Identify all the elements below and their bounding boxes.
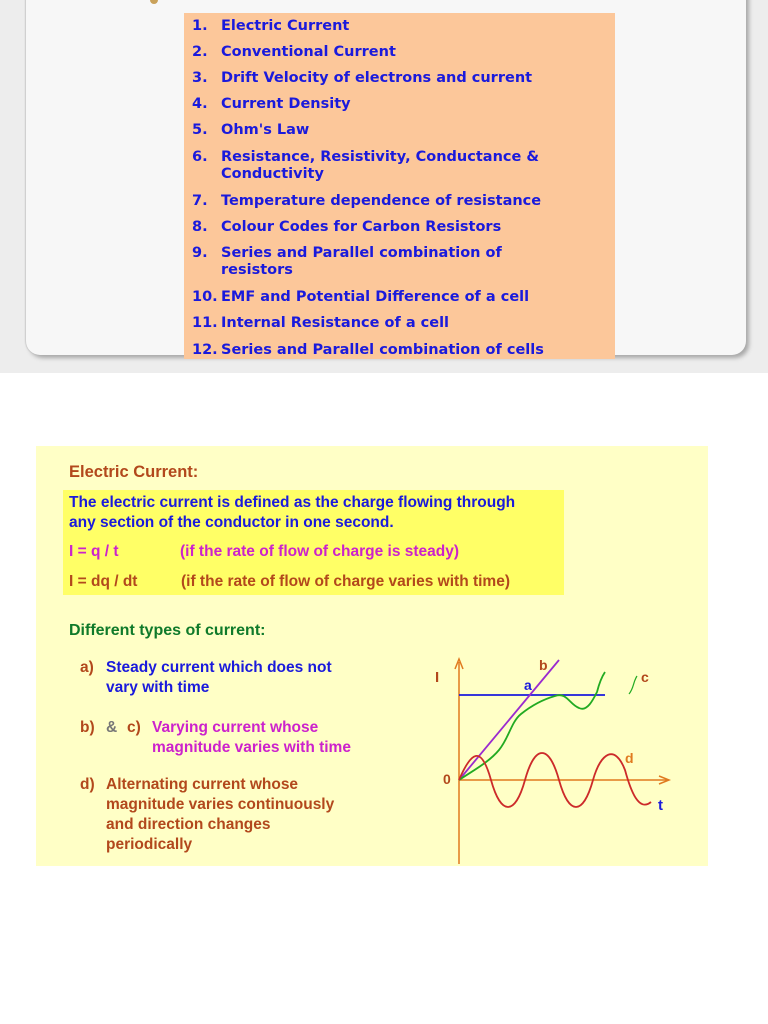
current-types-graph — [429, 652, 679, 867]
toc-item — [192, 122, 592, 139]
type-bc-text: Varying current whose — [152, 719, 319, 736]
toc-item-text: Colour Codes for Carbon Resistors — [221, 219, 502, 235]
toc-item-text: Series and Parallel combination of cells — [221, 342, 544, 358]
toc-item-text: Internal Resistance of a cell — [221, 315, 450, 331]
curve-b-label: b — [539, 657, 548, 673]
x-axis-label: t — [658, 797, 663, 814]
ampersand: & — [106, 719, 118, 736]
curve-d-label: d — [625, 750, 634, 766]
curve-b-linear — [459, 660, 559, 780]
toc-item-number: 8. — [192, 219, 208, 235]
toc-item-text: Resistance, Resistivity, Conductance & — [221, 149, 540, 165]
toc-item-number: 2. — [192, 44, 208, 60]
type-c-label: c) — [127, 719, 141, 736]
toc-item — [192, 96, 592, 113]
type-a-text: vary with time — [106, 679, 210, 696]
toc-item-number: 10. — [192, 289, 218, 305]
y-axis-label: I — [435, 669, 440, 686]
toc-item — [192, 18, 592, 35]
toc-item — [192, 149, 592, 183]
type-d-label: d) — [80, 776, 95, 793]
toc-item — [192, 70, 592, 87]
toc-item — [192, 245, 592, 279]
slide-1 — [0, 0, 768, 373]
slide-2 — [36, 446, 708, 866]
definition-line: any section of the conductor in one second. — [69, 514, 394, 531]
toc-item-number: 3. — [192, 70, 208, 86]
table-of-contents — [184, 13, 615, 359]
definition-box — [63, 490, 564, 595]
type-b-label: b) — [80, 719, 95, 736]
type-a-text: Steady current which does not — [106, 659, 332, 676]
toc-item-text: EMF and Potential Difference of a cell — [221, 289, 530, 305]
toc-item-number: 5. — [192, 122, 208, 138]
toc-item-number: 12. — [192, 342, 218, 358]
curve-c-varying — [459, 672, 605, 780]
toc-item — [192, 315, 592, 332]
toc-item-text: Drift Velocity of electrons and current — [221, 70, 533, 86]
toc-item-number: 7. — [192, 193, 208, 209]
formula-steady-note: (if the rate of flow of charge is steady) — [180, 543, 460, 560]
origin-label: 0 — [443, 771, 451, 787]
type-d-text: magnitude varies continuously — [106, 796, 335, 813]
type-d-text: and direction changes — [106, 816, 271, 833]
toc-item-number: 4. — [192, 96, 208, 112]
type-d-text: Alternating current whose — [106, 776, 299, 793]
toc-item — [192, 219, 592, 236]
toc-item-number: 6. — [192, 149, 208, 165]
toc-item — [192, 342, 592, 359]
formula-varying-note: (if the rate of flow of charge varies with time) — [181, 573, 510, 590]
toc-item-text: Ohm's Law — [221, 122, 310, 138]
formula-varying: I = dq / dt — [69, 573, 138, 590]
toc-item-text: Current Density — [221, 96, 351, 112]
type-d-text: periodically — [106, 836, 193, 853]
types-heading: Different types of current: — [69, 622, 266, 639]
curve-c-pointer — [629, 676, 637, 694]
toc-item-text-continued: Conductivity — [221, 166, 324, 182]
toc-item-text: Conventional Current — [221, 44, 396, 60]
curve-c-label: c — [641, 669, 649, 685]
toc-item-text: Series and Parallel combination of — [221, 245, 502, 261]
toc-item — [192, 289, 592, 306]
toc-item-text-continued: resistors — [221, 262, 293, 278]
toc-item-number: 1. — [192, 18, 208, 34]
toc-item — [192, 193, 592, 210]
definition-line: The electric current is defined as the charge flowing through — [69, 494, 516, 511]
curve-a-label: a — [524, 677, 532, 693]
toc-item-number: 11. — [192, 315, 218, 331]
slide-title: Electric Current: — [69, 463, 199, 481]
type-bc-text: magnitude varies with time — [152, 739, 351, 756]
toc-item — [192, 44, 592, 61]
type-a-label: a) — [80, 659, 94, 676]
toc-item-number: 9. — [192, 245, 208, 261]
toc-item-text: Temperature dependence of resistance — [221, 193, 542, 209]
formula-steady: I = q / t — [69, 543, 119, 560]
toc-item-text: Electric Current — [221, 18, 350, 34]
